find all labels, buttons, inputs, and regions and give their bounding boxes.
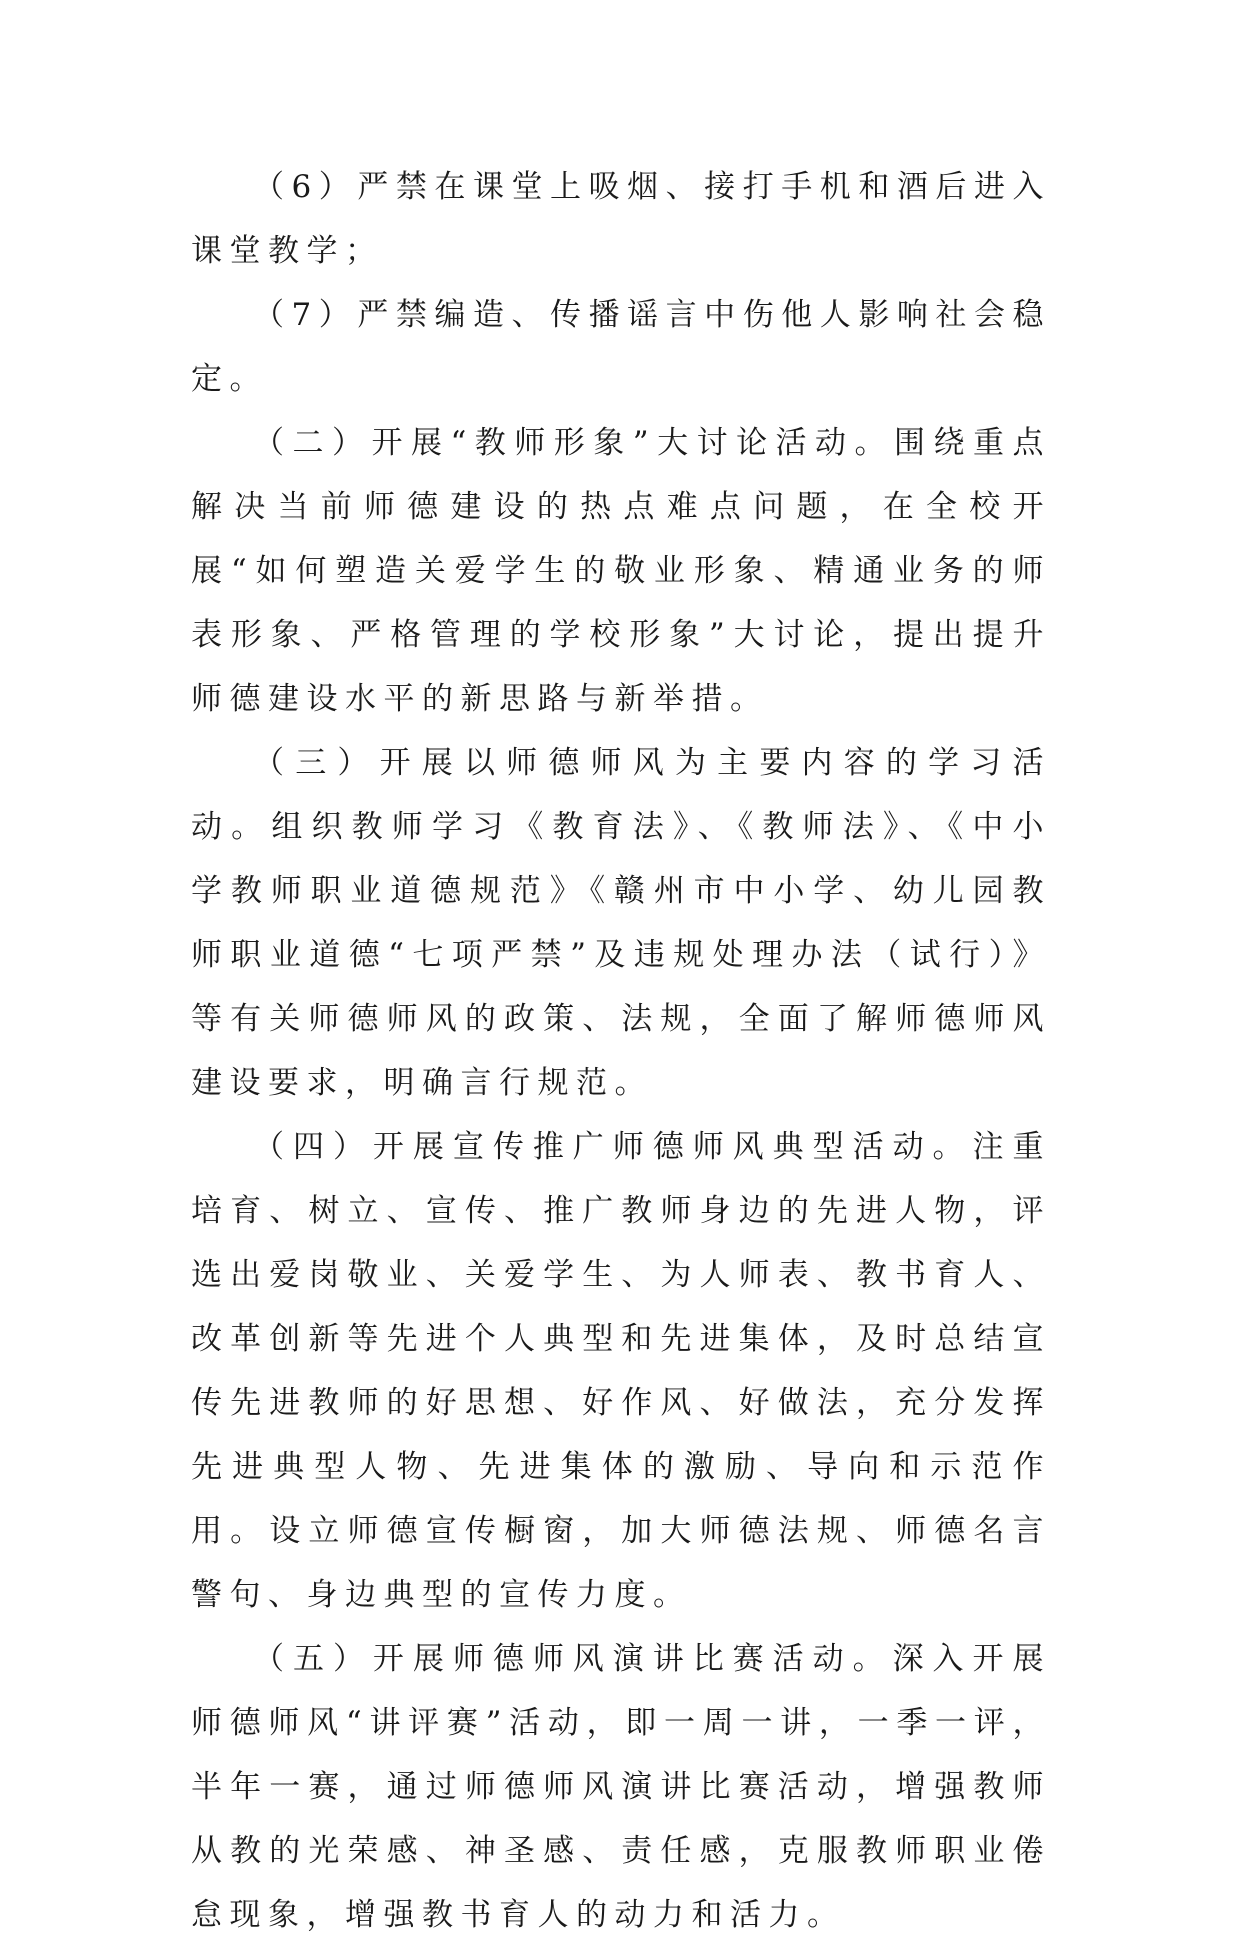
paragraph-section-2: （二）开展“教师形象”大讨论活动。围绕重点解决当前师德建设的热点难点问题，在全校开展“如何塑造关爱学生的敬业形象、精通业务的师表形象、严格管理的学校形象”大讨论，提出提升师德建设水平的新思路与新举措。: [191, 425, 1051, 717]
paragraph-item-7: （7）严禁编造、传播谣言中伤他人影响社会稳定。: [191, 297, 1051, 397]
paragraph-section-5: （五）开展师德师风演讲比赛活动。深入开展师德师风“讲评赛”活动，即一周一讲，一季一评，半年一赛，通过师德师风演讲比赛活动，增强教师从教的光荣感、神圣感、责任感，克服教师职业倦怠现象，增强教书育人的动力和活力。: [191, 1641, 1051, 1933]
paragraph-section-4: （四）开展宣传推广师德师风典型活动。注重培育、树立、宣传、推广教师身边的先进人物，评选出爱岗敬业、关爱学生、为人师表、教书育人、改革创新等先进个人典型和先进集体，及时总结宣传先进教师的好思想、好作风、好做法，充分发挥先进典型人物、先进集体的激励、导向和示范作用。设立师德宣传橱窗，加大师德法规、师德名言警句、身边典型的宣传力度。: [191, 1129, 1051, 1613]
paragraph-section-3: （三）开展以师德师风为主要内容的学习活动。组织教师学习《教育法》、《教师法》、《中小学教师职业道德规范》《赣州市中小学、幼儿园教师职业道德“七项严禁”及违规处理办法（试行）》等有关师德师风的政策、法规，全面了解师德师风建设要求，明确言行规范。: [191, 745, 1051, 1101]
paragraph-item-6: （6）严禁在课堂上吸烟、接打手机和酒后进入课堂教学；: [191, 169, 1051, 269]
document-body: [191, 155, 1051, 1947]
